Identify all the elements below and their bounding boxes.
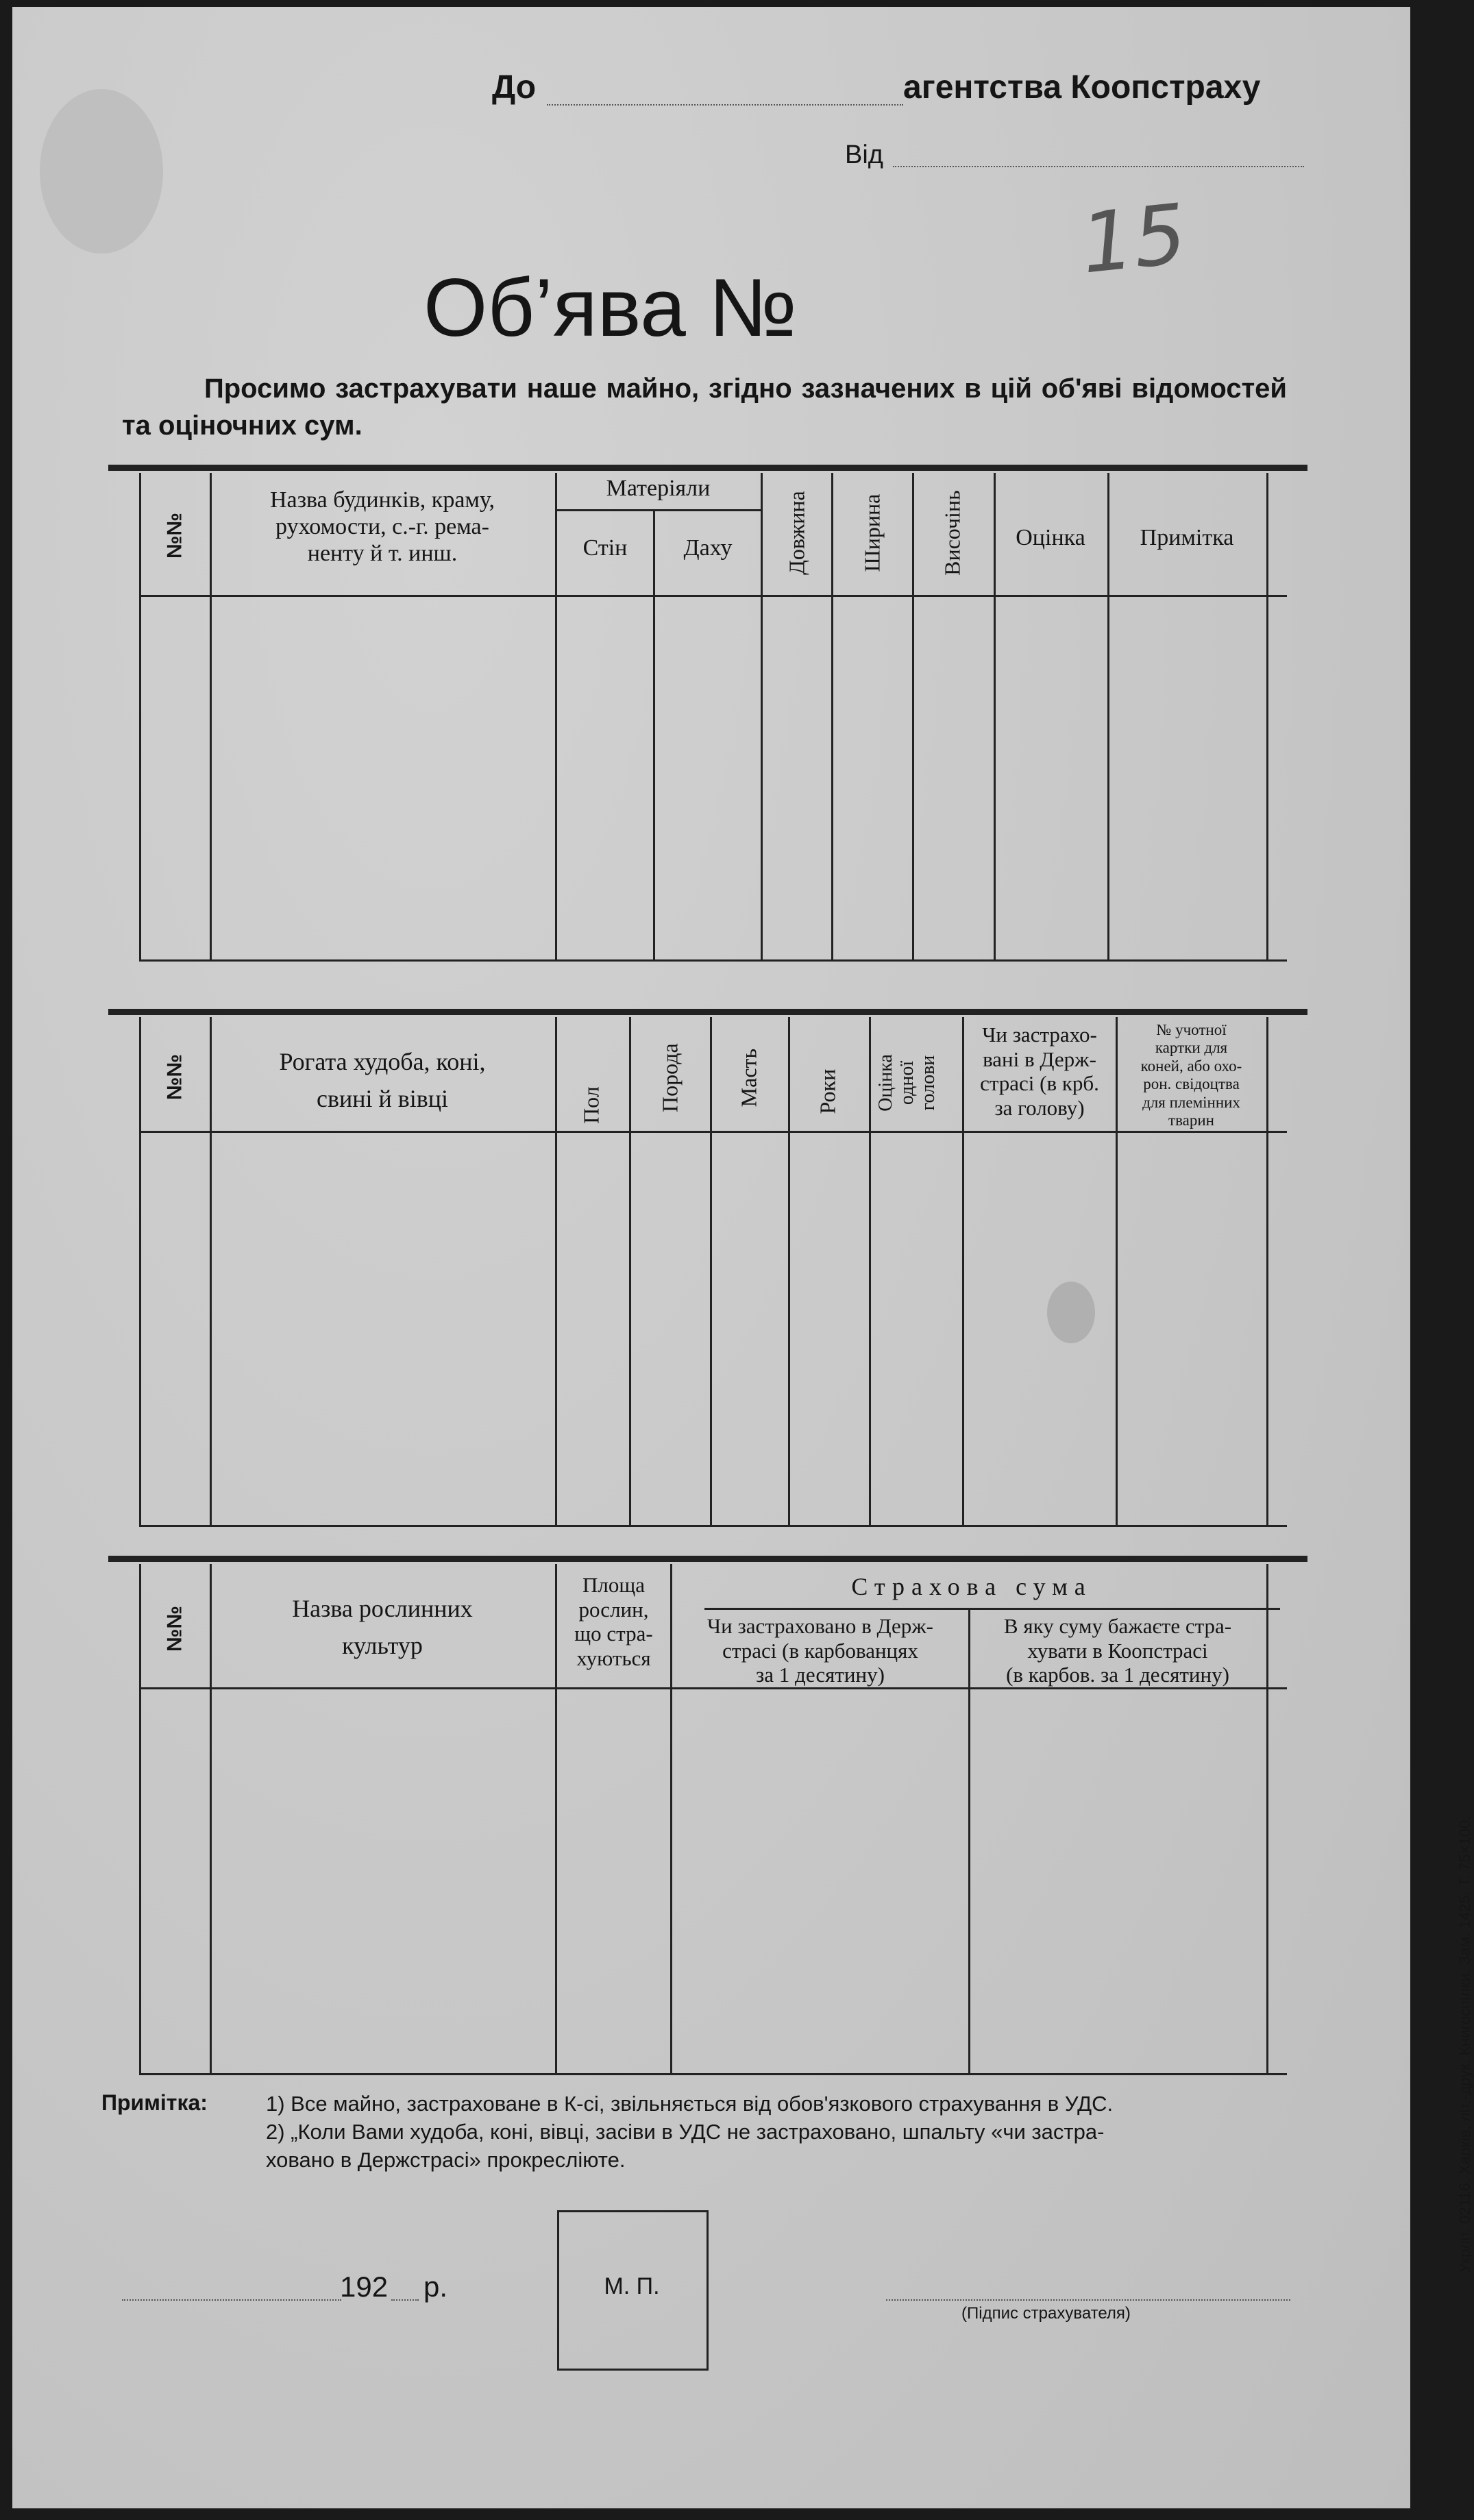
agency-label: агентства Коопстраху	[903, 69, 1261, 106]
t3-name-header: Назва рослинних культур	[292, 1595, 473, 1659]
livestock-table-body[interactable]	[141, 1134, 1265, 1524]
year-field[interactable]	[391, 2299, 419, 2301]
t1-length-header: Довжина	[784, 491, 809, 575]
to-prefix: До	[492, 69, 537, 106]
note-line-1: 1) Все майно, застраховане в К-сі, звільняється від обов'язкового страхування в УДС.	[266, 2092, 1114, 2116]
from-field[interactable]	[893, 166, 1304, 167]
t2-card-header: № учотної картки для коней, або охо- рон. свідоцтва для племінних тварин	[1140, 1021, 1242, 1129]
t1-num-header: №№	[163, 513, 186, 559]
t3-state-sum-header: Чи застраховано в Держ- страсі (в карбованцях за 1 десятину)	[707, 1614, 933, 1687]
t2-valuation-header: Оцінка одної голови	[875, 1054, 939, 1112]
paper-stain	[40, 89, 163, 254]
from-label: Від	[845, 140, 883, 169]
t1-roof-header: Даху	[683, 535, 733, 561]
t3-koop-sum-header: В яку суму бажаєте стра- хувати в Коопстрасі (в карбов. за 1 десятину)	[1003, 1614, 1232, 1687]
t1-materials-header: Матеріяли	[606, 476, 711, 501]
notes-label: Примітка:	[101, 2090, 208, 2115]
t2-color-header: Масть	[736, 1048, 761, 1108]
t1-name-header: Назва будинків, краму, рухомости, с.-г. рема- ненту й т. инш.	[269, 487, 495, 567]
t3-sum-header: Страхова сума	[851, 1573, 1092, 1600]
t3-num-header: №№	[163, 1606, 186, 1652]
t1-width-header: Ширина	[859, 493, 885, 572]
t2-years-header: Роки	[815, 1068, 840, 1114]
agency-name-field[interactable]	[547, 104, 903, 106]
printer-imprint: Укрліт. 02116. Харків, літ.-друк. Книгоспілки. Зам. 1425. Т. 75×100.	[1456, 1815, 1473, 2273]
t3-area-header: Площа рослин, що стра- хуються	[574, 1573, 653, 1670]
t1-walls-header: Стін	[582, 535, 628, 561]
date-field[interactable]	[122, 2299, 341, 2301]
t2-num-header: №№	[163, 1054, 186, 1100]
stamp-label: М. П.	[604, 2273, 660, 2299]
t1-note-header: Примітка	[1140, 525, 1234, 550]
t1-valuation-header: Оцінка	[1016, 525, 1085, 550]
signature-caption: (Підпис страхувателя)	[961, 2304, 1131, 2323]
page-title: Об’ява №	[423, 262, 797, 354]
crops-table-body[interactable]	[141, 1691, 1265, 2071]
t2-sex-header: Пол	[578, 1086, 604, 1124]
signature-field[interactable]	[886, 2299, 1290, 2301]
document-page	[12, 7, 1473, 2508]
handwritten-number: 15	[1077, 186, 1191, 293]
note-line-2: 2) „Коли Вами худоба, коні, вівці, засіви в УДС не застраховано, шпальту «чи застра-	[266, 2120, 1105, 2144]
t2-insured-header: Чи застрахо- вані в Держ- страсі (в крб. за голову)	[980, 1023, 1099, 1120]
intro-text: Просимо застрахувати наше майно, згідно зазначених в цій об'яві відомостей та оціночних сум.	[122, 374, 1287, 441]
property-table-body[interactable]	[141, 598, 1265, 957]
year-prefix: 192	[340, 2271, 389, 2303]
t1-height-header: Височінь	[939, 490, 965, 576]
t2-breed-header: Порода	[657, 1043, 683, 1112]
note-line-3: ховано в Держстрасі» прокресліюте.	[266, 2148, 626, 2172]
year-suffix: р.	[423, 2271, 448, 2303]
t2-name-header: Рогата худоба, коні, свині й вівці	[279, 1048, 486, 1112]
